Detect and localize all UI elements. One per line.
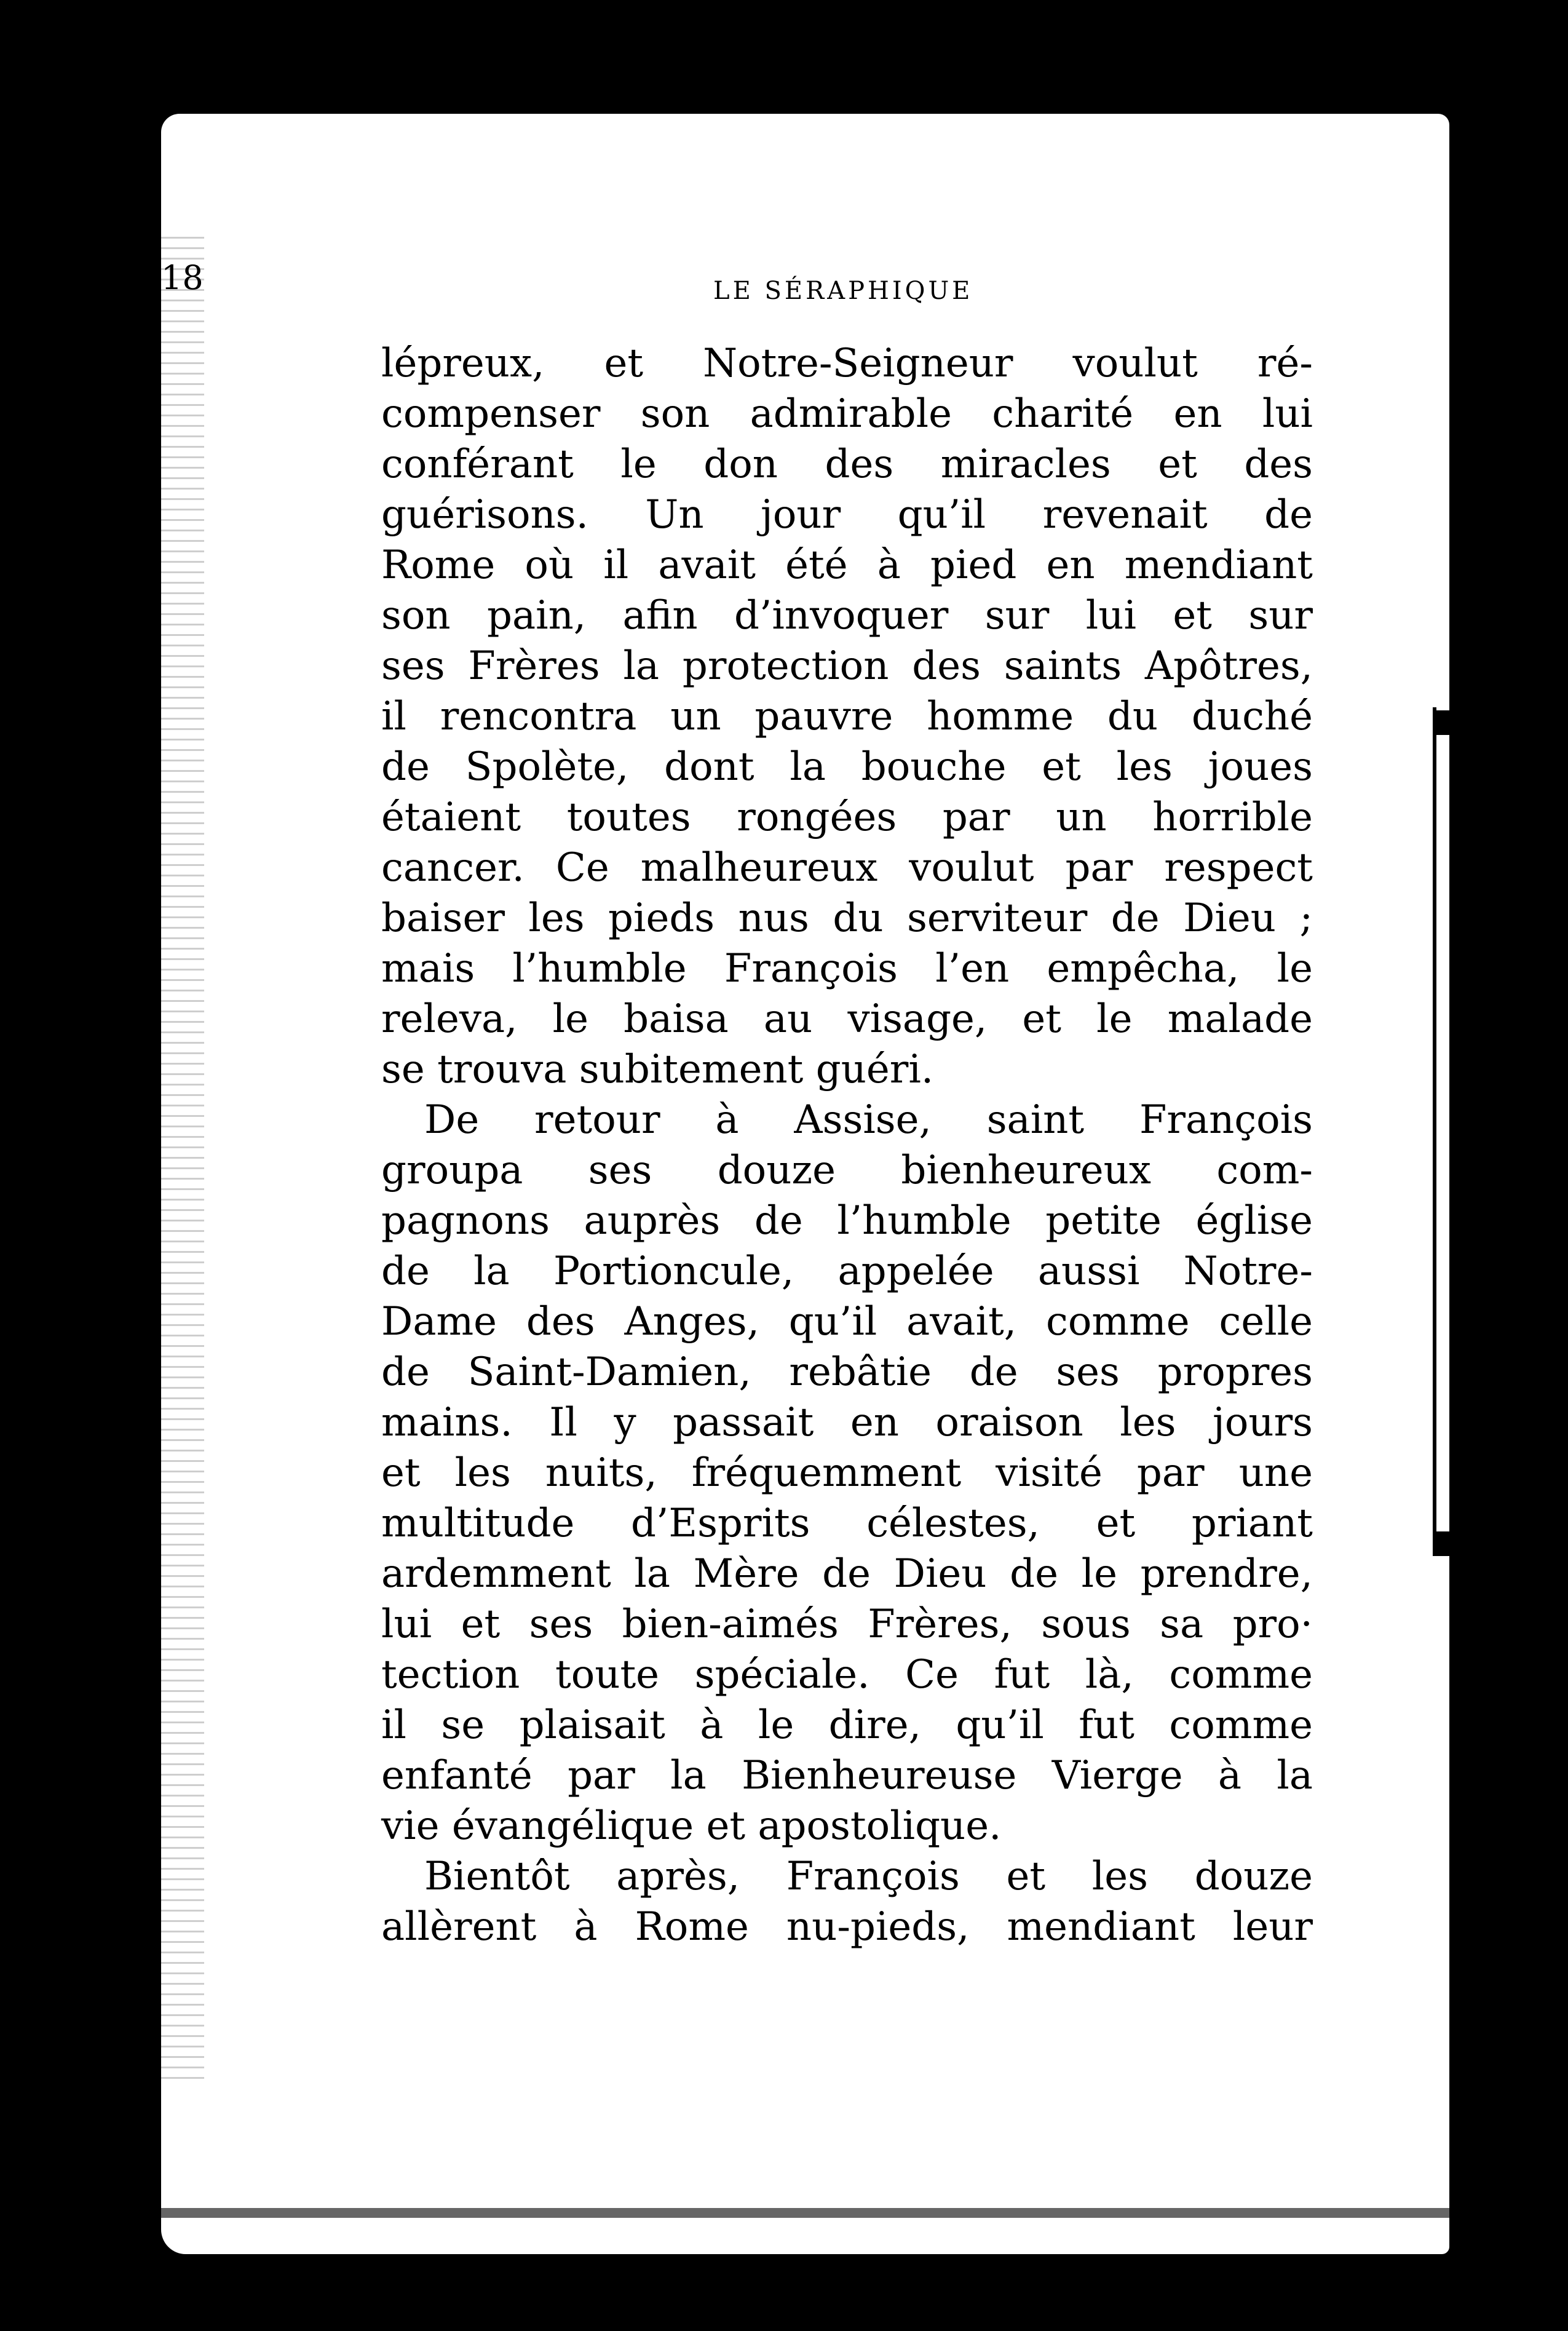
text-line: cancer. Ce malheureux voulut par respect <box>381 845 1313 891</box>
text-line: releva, le baisa au visage, et le malade <box>381 996 1313 1042</box>
text-line: de la Portioncule, appelée aussi Notre- <box>381 1249 1313 1294</box>
text-line: guérisons. Un jour qu’il revenait de <box>381 492 1313 538</box>
margin-marker-bottom <box>1433 1531 1463 1556</box>
text-line: lépreux, et Notre-Seigneur voulut ré- <box>381 341 1313 386</box>
text-line: de Spolète, dont la bouche et les joues <box>381 744 1313 790</box>
text-line: se trouva subitement guéri. <box>381 1047 934 1092</box>
margin-marker-top <box>1433 710 1463 735</box>
text-line: il rencontra un pauvre homme du duché <box>381 694 1313 739</box>
text-line: Rome où il avait été à pied en mendiant <box>381 542 1313 588</box>
page-bottom-edge <box>161 2208 1452 2218</box>
text-line: il se plaisait à le dire, qu’il fut comme <box>381 1702 1313 1748</box>
body-text <box>381 338 1313 1952</box>
text-line: pagnons auprès de l’humble petite église <box>381 1198 1313 1244</box>
text-line: compenser son admirable charité en lui <box>381 391 1313 437</box>
text-line: mais l’humble François l’en empêcha, le <box>381 946 1313 991</box>
text-line: de Saint-Damien, rebâtie de ses propres <box>381 1349 1313 1395</box>
page-number: 18 <box>161 258 204 297</box>
right-margin-inner-rule <box>1433 707 1436 1550</box>
text-line: ardemment la Mère de Dieu de le prendre, <box>381 1551 1313 1597</box>
running-title: LE SÉRAPHIQUE <box>713 277 973 305</box>
text-line: Dame des Anges, qu’il avait, comme celle <box>381 1299 1313 1344</box>
page-gutter-edge <box>161 237 204 2082</box>
right-margin-rule <box>1452 117 1461 2251</box>
text-line: et les nuits, fréquemment visité par une <box>381 1450 1313 1496</box>
text-line: enfanté par la Bienheureuse Vierge à la <box>381 1753 1313 1798</box>
text-line: étaient toutes rongées par un horrible <box>381 795 1313 840</box>
text-line: mains. Il y passait en oraison les jours <box>381 1400 1313 1445</box>
text-line: Bientôt après, François et les douze <box>424 1854 1313 1899</box>
text-line: vie évangélique et apostolique. <box>381 1803 1002 1849</box>
text-line: conférant le don des miracles et des <box>381 442 1313 487</box>
text-line: De retour à Assise, saint François <box>424 1097 1313 1143</box>
text-line: groupa ses douze bienheureux com- <box>381 1148 1313 1193</box>
text-line: baiser les pieds nus du serviteur de Dieu ; <box>381 895 1313 941</box>
text-line: son pain, afin d’invoquer sur lui et sur <box>381 593 1313 638</box>
text-line: lui et ses bien-aimés Frères, sous sa pro· <box>381 1602 1313 1647</box>
text-line: multitude d’Esprits célestes, et priant <box>381 1501 1313 1546</box>
text-line: tection toute spéciale. Ce fut là, comme <box>381 1652 1313 1698</box>
text-line: ses Frères la protection des saints Apôtres, <box>381 643 1313 689</box>
text-line: allèrent à Rome nu-pieds, mendiant leur <box>381 1904 1313 1950</box>
